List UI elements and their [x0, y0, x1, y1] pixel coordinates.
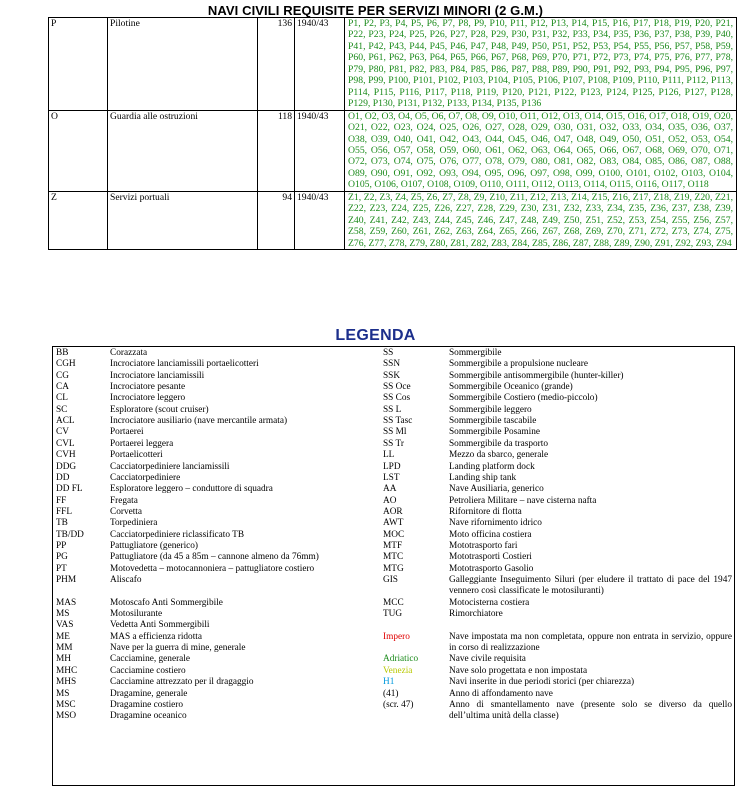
legend-description: Torpediniera — [110, 518, 158, 529]
ship-count: 118 — [258, 110, 295, 191]
legend-description: Portaelicotteri — [110, 450, 163, 461]
legend-abbreviation: MTC — [383, 552, 404, 563]
legend-description: Sommergibile antisommergibile (hunter-killer) — [449, 370, 624, 381]
legend-abbreviation: PHM — [56, 575, 77, 585]
legend-abbreviation: (41) — [383, 688, 399, 699]
legend-abbreviation: GIS — [383, 575, 398, 585]
legend-abbreviation: ACL — [56, 416, 75, 427]
legend-description: Landing ship tank — [449, 472, 517, 483]
legend-abbreviation: SS Tasc — [383, 416, 413, 427]
legend-description: Incrociatore leggero — [110, 393, 186, 404]
legend-description: Mototrasporti Costieri — [449, 552, 532, 563]
legend-abbreviation: AOR — [383, 506, 403, 517]
legend-description: Anno di affondamento nave — [449, 688, 553, 699]
legend-description: Pattugliatore (generico) — [110, 540, 199, 551]
legend-abbreviation: MM — [56, 643, 73, 654]
legend-abbreviation: H1 — [383, 677, 395, 688]
legend-abbreviation: ME — [56, 631, 70, 642]
legend-description: Dragamine, generale — [110, 688, 188, 699]
legend-description: Galleggiante Inseguimento Siluri (per eludere il trattato di pace del 1947 vennero così classificate le motosiluranti) — [449, 575, 732, 597]
legend-description: Sommergibile leggero — [449, 404, 532, 415]
legend-description: Incrociatore lanciamissili — [110, 370, 205, 381]
legend-description: Motosilurante — [110, 609, 163, 620]
legend-abbreviation: MSO — [56, 711, 77, 722]
legend-description: Dragamine oceanico — [110, 711, 187, 722]
legend-description: Cacciamine, generale — [110, 654, 191, 665]
legend-description: Cacciamine attrezzato per il dragaggio — [110, 677, 254, 688]
legend-description: Sommergibile Oceanico (grande) — [449, 382, 573, 393]
legend-abbreviation: SS Ml — [383, 427, 407, 438]
legend-description: Fregata — [110, 495, 138, 506]
legend-abbreviation: (scr. 47) — [383, 699, 414, 710]
legend-description: Landing platform dock — [449, 461, 535, 472]
legend-description: Esploratore (scout cruiser) — [110, 404, 209, 415]
legend-description: Petroliera Militare – nave cisterna nafta — [449, 495, 597, 506]
legend-abbreviation: SSN — [383, 359, 401, 370]
legend-abbreviation: TUG — [383, 609, 403, 620]
legend-title: LEGENDA — [335, 327, 416, 344]
legend-description: Motovedetta – motocannoniera – pattugliatore costiero — [110, 563, 315, 574]
legend-description: Incrociatore lanciamissili portaelicotteri — [110, 359, 259, 370]
ship-names: O1, O2, O3, O4, O5, O6, O7, O8, O9, O10, O11, O12, O13, O14, O15, O16, O17, O18, O19, O20, O21, O22, O23, O24, O25, O26, O27, O28, O29, O30, O31, O32, O33, O34, O35, O36, O37, O38, O39, O40, O41, O42, O43, O44, O45, O46, O47, O48, O49, O50, O51, O52, O53, O54, O55, O56, O57, O58, O59, O60, O61, O62, O63, O64, O65, O66, O67, O68, O69, O70, O71, O72, O73, O74, O75, O76, O77, O78, O79, O80, O81, O82, O83, O84, O85, O86, O87, O88, O89, O90, O91, O92, O93, O94, O95, O96, O97, O98, O99, O100, O101, O102, O103, O104, O105, O106, O107, O108, O109, O110, O111, O112, O113, O114, O115, O116, O117, O118 — [345, 110, 737, 191]
legend-description: Aliscafo — [110, 575, 142, 585]
legend-description: Nave rifornimento idrico — [449, 518, 542, 529]
legend-abbreviation: CG — [56, 370, 69, 381]
legend-abbreviation: CVL — [56, 438, 75, 449]
table-row — [49, 191, 737, 249]
legend-description: Sommergibile da trasporto — [449, 438, 548, 449]
legend-abbreviation: CA — [56, 382, 69, 393]
legend-abbreviation: DD — [56, 472, 70, 483]
legend-abbreviation: TB — [56, 518, 68, 529]
legend-abbreviation: AO — [383, 495, 397, 506]
ship-description: Servizi portuali — [108, 191, 258, 249]
ship-count: 136 — [258, 18, 295, 111]
legend-abbreviation: SS — [383, 348, 394, 358]
legend-abbreviation: FFL — [56, 506, 73, 517]
table-row — [49, 18, 737, 111]
legend-description: Pattugliatore (da 45 a 85m – cannone almeno da 76mm) — [110, 552, 319, 563]
legend-abbreviation: MHS — [56, 677, 77, 688]
legend-description: Nave solo progettata e non impostata — [449, 665, 588, 676]
legend-abbreviation: PG — [56, 552, 68, 563]
ship-count: 94 — [258, 191, 295, 249]
legend-abbreviation: VAS — [56, 620, 74, 631]
legend-description: Mototrasporto Gasolio — [449, 563, 534, 574]
ship-period: 1940/43 — [295, 110, 345, 191]
legend-description: Incrociatore ausiliario (nave mercantile armata) — [110, 416, 288, 427]
legend-abbreviation: MTG — [383, 563, 404, 574]
legend-description: Rimorchiatore — [449, 609, 503, 620]
legend-description: MAS a efficienza ridotta — [110, 631, 202, 642]
legend-description: Mezzo da sbarco, generale — [449, 450, 549, 461]
legend-description: Portaerei — [110, 427, 144, 438]
legend-abbreviation: SS Tr — [383, 438, 404, 449]
legend-description: Anno di smantellamento nave (presente solo se diverso da quello dell’ultima unità della classe) — [449, 699, 732, 722]
legend-description: Cacciatorpediniere riclassificato TB — [110, 529, 245, 540]
legend-abbreviation: PP — [56, 540, 67, 551]
legend-description: Moto officina costiera — [449, 529, 532, 540]
legend-abbreviation: MS — [56, 609, 70, 620]
legend-abbreviation: BB — [56, 348, 69, 358]
legend-abbreviation: CL — [56, 393, 68, 404]
legend-abbreviation: CVH — [56, 450, 76, 461]
legend-description: Portaerei leggera — [110, 438, 174, 449]
legend-abbreviation: LPD — [383, 461, 401, 472]
ship-period: 1940/43 — [295, 191, 345, 249]
legend-abbreviation: AWT — [383, 518, 404, 529]
legend-abbreviation: LL — [383, 450, 395, 461]
legend-description: Cacciamine costiero — [110, 665, 186, 676]
legend-abbreviation: LST — [383, 472, 400, 483]
legend-abbreviation: Adriatico — [383, 654, 419, 665]
legend-abbreviation: MOC — [383, 529, 405, 540]
legend-abbreviation: SS L — [383, 404, 402, 415]
legend-abbreviation: MAS — [56, 597, 77, 608]
legend-abbreviation: AA — [383, 484, 397, 495]
legend-description: Nave impostata ma non completata, oppure non entrata in servizio, oppure in corso di realizzazione — [449, 631, 732, 654]
legend-abbreviation: SS Oce — [383, 382, 411, 393]
ship-sigla: P — [49, 18, 108, 111]
legend-abbreviation: SS Cos — [383, 393, 411, 404]
legend-description: Corvetta — [110, 506, 143, 517]
legend-description: Nave civile requisita — [449, 654, 526, 665]
ship-names: P1, P2, P3, P4, P5, P6, P7, P8, P9, P10, P11, P12, P13, P14, P15, P16, P17, P18, P19, P20, P21, P22, P23, P24, P25, P26, P27, P28, P29, P30, P31, P32, P33, P34, P35, P36, P37, P38, P39, P40, P41, P42, P43, P44, P45, P46, P47, P48, P49, P50, P51, P52, P53, P54, P55, P56, P57, P58, P59, P60, P61, P62, P63, P64, P65, P66, P67, P68, P69, P70, P71, P72, P73, P74, P75, P76, P77, P78, P79, P80, P81, P82, P83, P84, P85, P86, P87, P88, P89, P90, P91, P92, P93, P94, P95, P96, P97, P98, P99, P100, P101, P102, P103, P104, P105, P106, P107, P108, P109, P110, P111, P112, P113, P114, P115, P116, P117, P118, P119, P120, P121, P122, P123, P124, P125, P126, P127, P128, P129, P130, P131, P132, P133, P134, P135, P136 — [345, 18, 737, 111]
page-title: NAVI CIVILI REQUISITE PER SERVIZI MINORI (2 G.M.) — [207, 3, 544, 18]
legend-abbreviation: Venezia — [383, 665, 413, 676]
legend-description: Sommergibile — [449, 348, 502, 358]
ship-period: 1940/43 — [295, 18, 345, 111]
legend-description: Sommergibile tascabile — [449, 416, 537, 427]
legend-abbreviation: FF — [56, 495, 67, 506]
legend-abbreviation: MH — [56, 654, 71, 665]
legend-description: Dragamine costiero — [110, 699, 184, 710]
legend-description: Vedetta Anti Sommergibili — [110, 620, 210, 631]
legend-description: Esploratore leggero – conduttore di squadra — [110, 484, 273, 495]
legend-abbreviation: CGH — [56, 359, 76, 370]
legend-abbreviation: CV — [56, 427, 69, 438]
ships-table — [48, 17, 737, 250]
legend-abbreviation: MSC — [56, 699, 76, 710]
legend-abbreviation: TB/DD — [56, 529, 84, 540]
legend-abbreviation: DDG — [56, 461, 77, 472]
legend-abbreviation: SC — [56, 404, 68, 415]
legend-description: Nave per la guerra di mine, generale — [110, 643, 246, 654]
legend-box — [52, 346, 735, 786]
legend-description: Motoscafo Anti Sommergibile — [110, 597, 223, 608]
legend-abbreviation: SSK — [383, 370, 401, 381]
legend-abbreviation: Impero — [383, 631, 410, 642]
legend-description: Corazzata — [110, 348, 148, 358]
legend-description: Cacciatorpediniere lanciamissili — [110, 461, 230, 472]
legend-description: Sommergibile Posamine — [449, 427, 540, 438]
legend-description: Incrociatore pesante — [110, 382, 186, 393]
legend-abbreviation: MTF — [383, 540, 403, 551]
legend-description: Cacciatorpediniere — [110, 472, 181, 483]
ship-description: Guardia alle ostruzioni — [108, 110, 258, 191]
ship-sigla: Z — [49, 191, 108, 249]
legend-abbreviation: MHC — [56, 665, 78, 676]
ship-description: Pilotine — [108, 18, 258, 111]
ship-sigla: O — [49, 110, 108, 191]
legend-description: Sommergibile Costiero (medio-piccolo) — [449, 393, 598, 404]
legend-description: Navi inserite in due periodi storici (per chiarezza) — [449, 677, 635, 688]
ship-names: Z1, Z2, Z3, Z4, Z5, Z6, Z7, Z8, Z9, Z10, Z11, Z12, Z13, Z14, Z15, Z16, Z17, Z18, Z19, Z20, Z21, Z22, Z23, Z24, Z25, Z26, Z27, Z28, Z29, Z30, Z31, Z32, Z33, Z34, Z35, Z36, Z37, Z38, Z39, Z40, Z41, Z42, Z43, Z44, Z45, Z46, Z47, Z48, Z49, Z50, Z51, Z52, Z53, Z54, Z55, Z56, Z57, Z58, Z59, Z60, Z61, Z62, Z63, Z64, Z65, Z66, Z67, Z68, Z69, Z70, Z71, Z72, Z73, Z74, Z75, Z76, Z77, Z78, Z79, Z80, Z81, Z82, Z83, Z84, Z85, Z86, Z87, Z88, Z89, Z90, Z91, Z92, Z93, Z94 — [345, 191, 737, 249]
legend-description: Rifornitore di flotta — [449, 506, 522, 517]
legend-abbreviation: MS — [56, 688, 70, 699]
legend-description: Mototrasporto fari — [449, 540, 518, 551]
table-row — [49, 110, 737, 191]
legend-abbreviation: PT — [56, 563, 67, 574]
legend-description: Nave Ausiliaria, generico — [449, 484, 544, 495]
legend-abbreviation: MCC — [383, 597, 404, 608]
legend-description: Motocisterna costiera — [449, 597, 530, 608]
legend-abbreviation: DD FL — [56, 484, 83, 495]
legend-description: Sommergibile a propulsione nucleare — [449, 359, 588, 370]
